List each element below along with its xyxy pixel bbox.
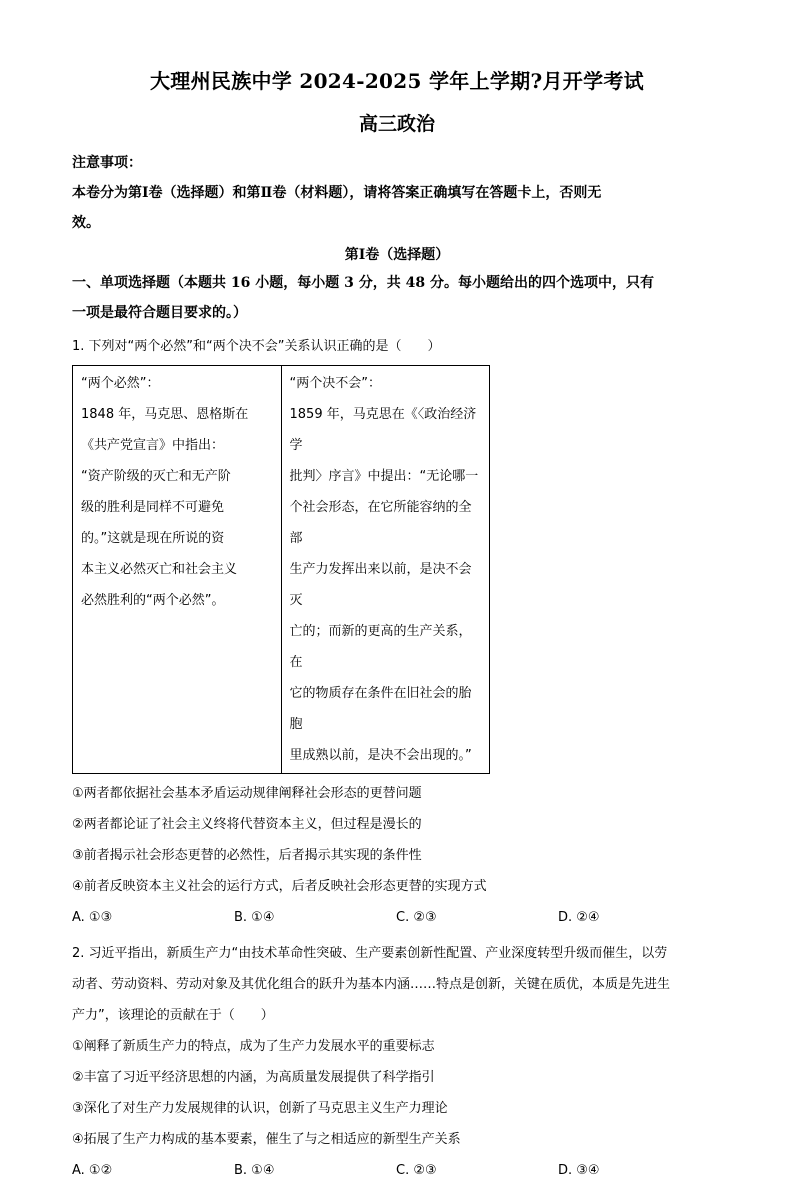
quote-cell-two-inevitables	[73, 366, 282, 774]
quote-line: 批判〉序言》中提出：“无论哪一	[289, 469, 479, 484]
question-2-stem-line-1: 2. 习近平指出，新质生产力“由技术革命性突破、生产要素创新性配置、产业深度转型升级而催生，以劳	[72, 946, 668, 961]
quote-line: 《共产党宣言》中指出：	[81, 438, 225, 453]
quote-line: 级的胜利是同样不可避免	[81, 500, 225, 515]
section-intro-line-1: 一、单项选择题（本题共 16 小题，每小题 3 分，共 48 分。每小题给出的四个选项中，只有	[72, 275, 654, 291]
quote-line: “两个必然”：	[81, 376, 160, 391]
quote-line: 个社会形态，在它所能容纳的全部	[289, 500, 472, 546]
question-1-statement-3: ③前者揭示社会形态更替的必然性，后者揭示其实现的条件性	[72, 848, 422, 863]
quote-line: 本主义必然灭亡和社会主义	[81, 562, 238, 577]
question-2-statement-4: ④拓展了生产力构成的基本要素，催生了与之相适应的新型生产关系	[72, 1132, 461, 1147]
choice-b[interactable]: B. ①④	[234, 1163, 275, 1178]
quote-line: 必然胜利的“两个必然”。	[81, 593, 225, 608]
choice-a[interactable]: A. ①③	[72, 910, 113, 925]
quote-line: 的。”这就是现在所说的资	[81, 531, 225, 546]
quote-line: “资产阶级的灭亡和无产阶	[81, 469, 231, 484]
choice-c[interactable]: C. ②③	[396, 910, 437, 925]
quote-line: 生产力发挥出来以前，是决不会灭	[289, 562, 472, 608]
quote-line: 里成熟以前，是决不会出现的。”	[289, 748, 472, 763]
section-intro-line-2: 一项是最符合题目要求的。）	[72, 305, 247, 321]
question-2-stem-line-2: 动者、劳动资料、劳动对象及其优化组合的跃升为基本内涵……特点是创新，关键在质优，本质是先进生	[72, 977, 671, 992]
choice-d[interactable]: D. ③④	[558, 1163, 600, 1178]
question-2-statement-2: ②丰富了习近平经济思想的内涵，为高质量发展提供了科学指引	[72, 1070, 435, 1085]
question-1-quote-table	[72, 365, 490, 774]
question-1-statement-4: ④前者反映资本主义社会的运行方式，后者反映社会形态更替的实现方式	[72, 879, 487, 894]
quote-line: 它的物质存在条件在旧社会的胎胞	[289, 686, 472, 732]
choice-b[interactable]: B. ①④	[234, 910, 275, 925]
exam-subject: 高三政治	[358, 113, 435, 135]
choice-a[interactable]: A. ①②	[72, 1163, 113, 1178]
quote-cell-two-never	[281, 366, 490, 774]
exam-title: 大理州民族中学 2024-2025 学年上学期?月开学考试	[150, 69, 644, 93]
quote-line: 1848 年，马克思、恩格斯在	[81, 407, 249, 422]
exam-page	[72, 66, 722, 1187]
question-2-statement-3: ③深化了对生产力发展规律的认识，创新了马克思主义生产力理论	[72, 1101, 448, 1116]
choice-d[interactable]: D. ②④	[558, 910, 600, 925]
question-1-statement-1: ①两者都依据社会基本矛盾运动规律阐释社会形态的更替问题	[72, 786, 422, 801]
question-2	[72, 938, 722, 1187]
question-1-statement-2: ②两者都论证了社会主义终将代替资本主义，但过程是漫长的	[72, 817, 422, 832]
question-2-statement-1: ①阐释了新质生产力的特点，成为了生产力发展水平的重要标志	[72, 1039, 435, 1054]
question-2-stem-line-3: 产力”，该理论的贡献在于（ ）	[72, 1008, 274, 1023]
quote-line: 亡的；而新的更高的生产关系，在	[289, 624, 472, 670]
question-1-stem: 1. 下列对“两个必然”和“两个决不会”关系认识正确的是（ ）	[72, 339, 441, 354]
notice-text-line-2: 效。	[72, 215, 100, 231]
question-2-choices	[72, 1155, 722, 1187]
choice-c[interactable]: C. ②③	[396, 1163, 437, 1178]
notice-text-line-1: 本卷分为第Ⅰ卷（选择题）和第Ⅱ卷（材料题），请将答案正确填写在答题卡上，否则无	[72, 185, 602, 201]
question-1-choices	[72, 902, 722, 934]
quote-line: “两个决不会”：	[289, 376, 381, 391]
section-title: 第Ⅰ卷（选择题）	[344, 247, 450, 263]
quote-line: 1859 年，马克思在《〈政治经济学	[289, 407, 477, 453]
notice-heading: 注意事项：	[72, 155, 142, 171]
